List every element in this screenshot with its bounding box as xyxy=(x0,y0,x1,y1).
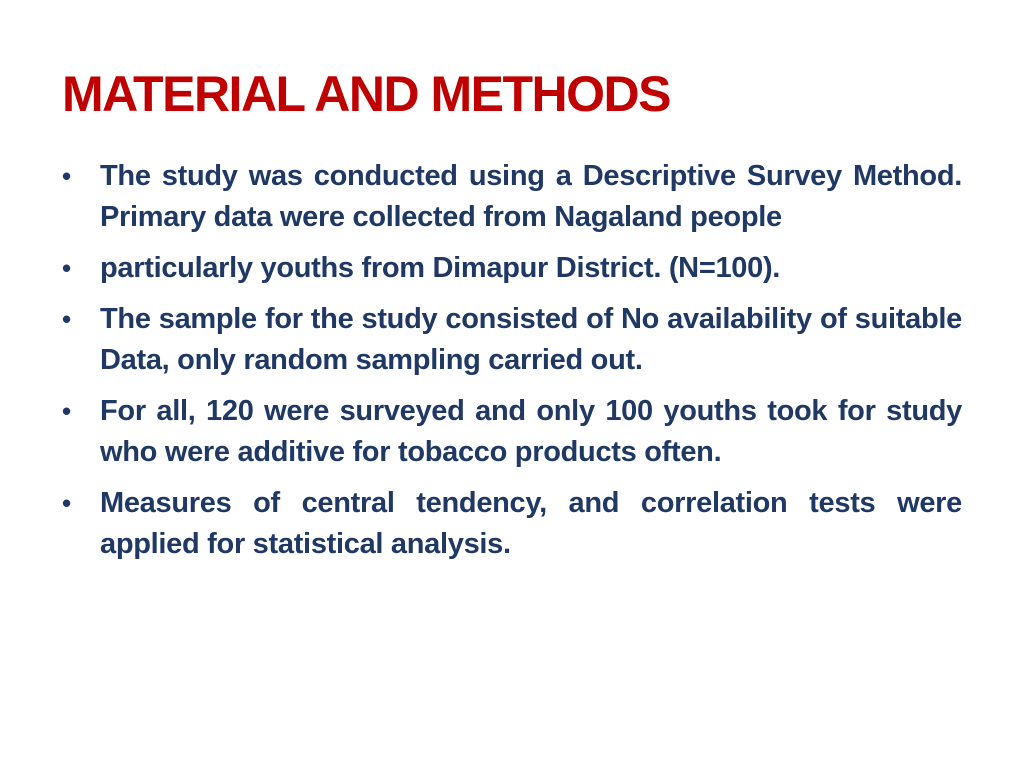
bullet-item xyxy=(62,248,962,289)
bullet-dot-icon: • xyxy=(62,253,71,283)
bullet-text: particularly youths from Dimapur District. (N=100). xyxy=(100,252,781,284)
bullet-dot-icon: • xyxy=(62,161,71,191)
bullet-item xyxy=(62,483,962,565)
bullet-text: The sample for the study consisted of No availability of suitable Data, only random sampling carried out. xyxy=(100,303,962,376)
bullet-item xyxy=(62,391,962,473)
bullet-dot-icon: • xyxy=(62,488,71,518)
bullet-list xyxy=(62,156,962,575)
slide-title: MATERIAL AND METHODS xyxy=(62,66,670,122)
bullet-text: Measures of central tendency, and correlation tests were applied for statistical analysis. xyxy=(100,487,962,560)
bullet-text: The study was conducted using a Descriptive Survey Method. Primary data were collected from Nagaland people xyxy=(100,160,962,233)
bullet-text: For all, 120 were surveyed and only 100 youths took for study who were additive for tobacco products often. xyxy=(100,395,962,468)
bullet-item xyxy=(62,156,962,238)
bullet-item xyxy=(62,299,962,381)
bullet-dot-icon: • xyxy=(62,396,71,426)
bullet-dot-icon: • xyxy=(62,304,71,334)
